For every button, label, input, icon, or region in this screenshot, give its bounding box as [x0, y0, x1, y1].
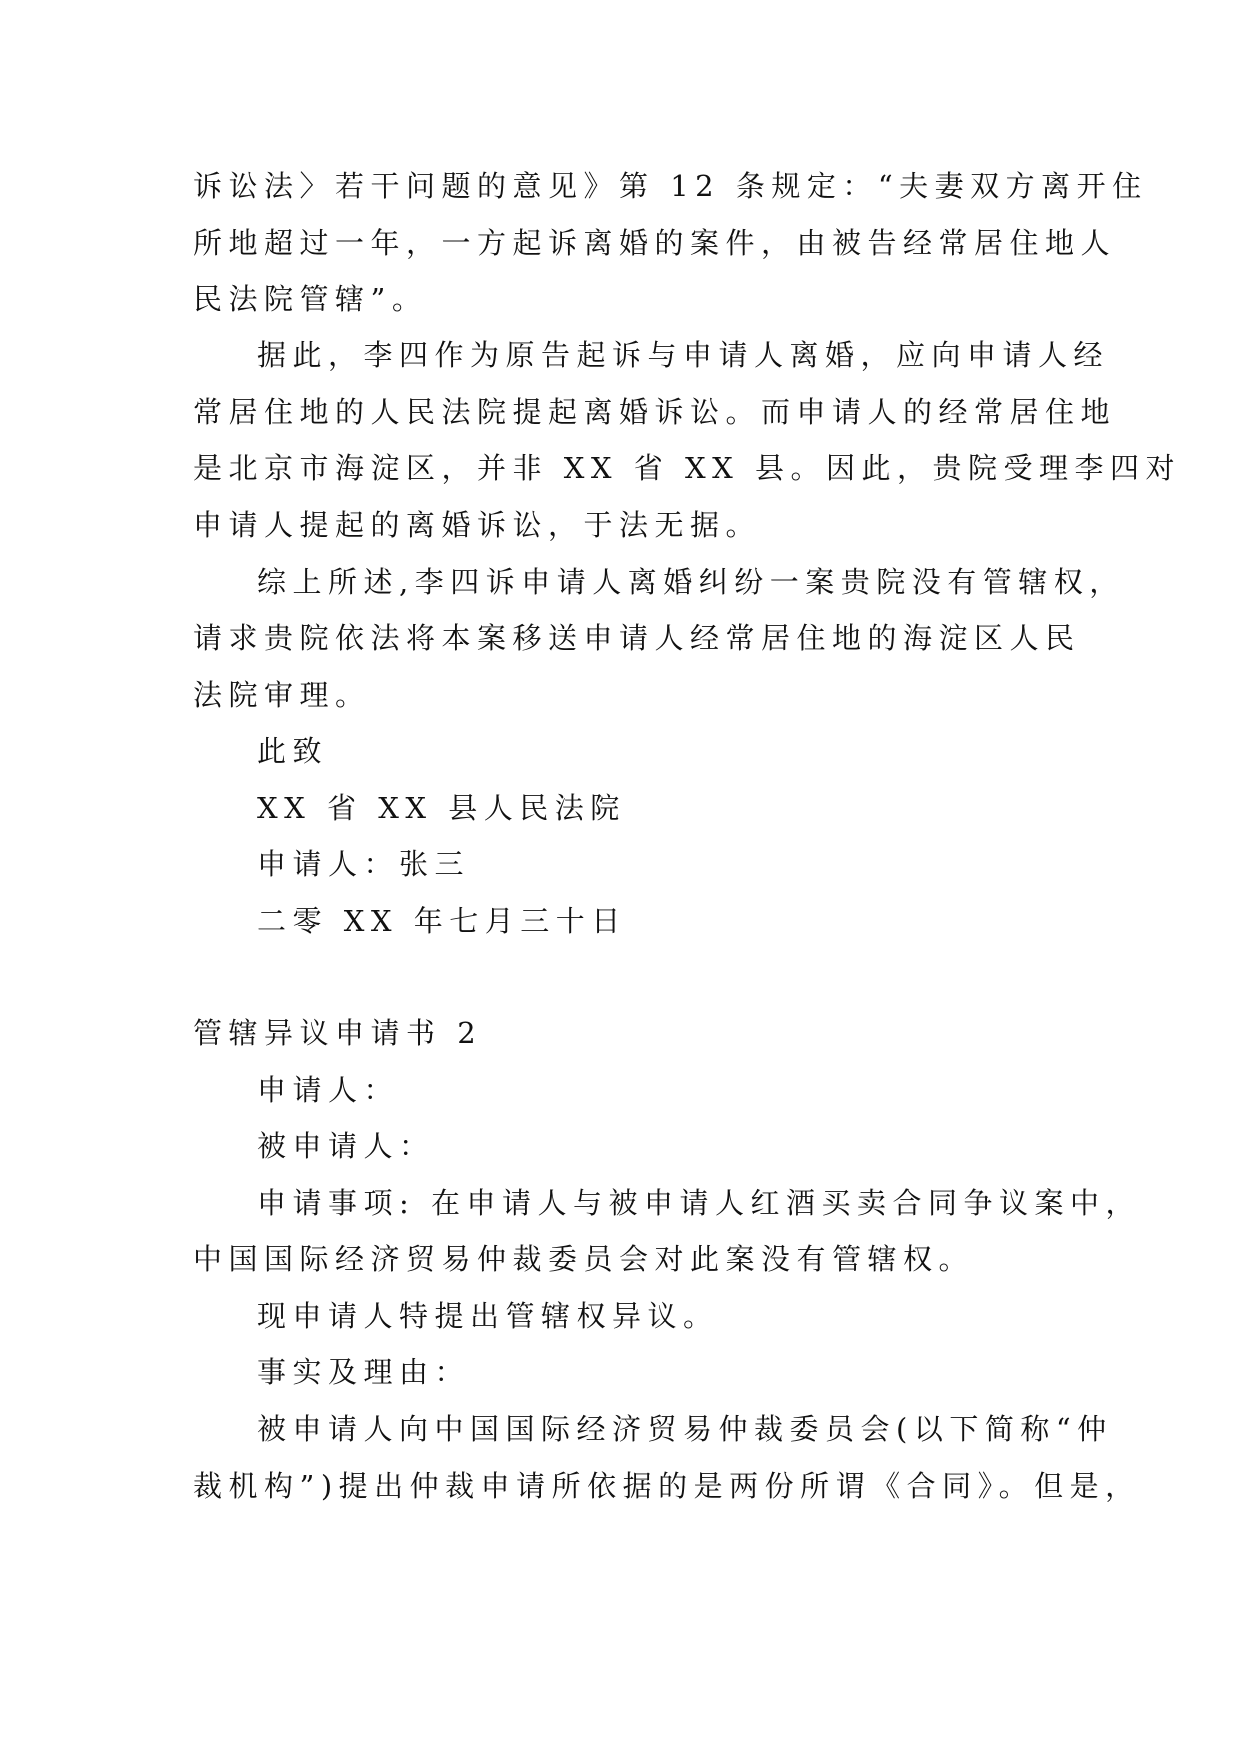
applicant-label: 申请人： [257, 1073, 400, 1107]
paragraph-3-line-1: 综上所述,李四诉申请人离婚纠纷一案贵院没有管辖权， [257, 565, 1125, 599]
paragraph-2-line-4: 申请人提起的离婚诉讼，于法无据。 [193, 508, 762, 542]
section-2-title: 管辖异议申请书 2 [193, 1016, 483, 1050]
citation-line-2: 所地超过一年，一方起诉离婚的案件，由被告经常居住地人 [193, 226, 1117, 260]
citation-line-3: 民法院管辖”。 [193, 282, 428, 316]
facts-heading: 事实及理由： [257, 1355, 471, 1389]
recipient: XX 省 XX 县人民法院 [257, 791, 626, 825]
salutation: 此致 [257, 734, 329, 768]
citation-line-1: 诉讼法〉若干问题的意见》第 12 条规定：“夫妻双方离开住 [193, 169, 1148, 203]
paragraph-2-line-1: 据此，李四作为原告起诉与申请人离婚，应向申请人经 [257, 338, 1110, 372]
paragraph-3-line-3: 法院审理。 [193, 678, 371, 712]
paragraph-2-line-2: 常居住地的人民法院提起离婚诉讼。而申请人的经常居住地 [193, 395, 1117, 429]
objection-statement: 现申请人特提出管辖权异议。 [257, 1299, 719, 1333]
facts-line-1: 被申请人向中国国际经济贸易仲裁委员会(以下简称“仲 [257, 1412, 1113, 1446]
date: 二零 XX 年七月三十日 [257, 904, 627, 938]
paragraph-3-line-2: 请求贵院依法将本案移送申请人经常居住地的海淀区人民 [193, 621, 1081, 655]
respondent-label: 被申请人： [257, 1129, 435, 1163]
signature: 申请人：张三 [257, 847, 471, 881]
matter-line-2: 中国国际经济贸易仲裁委员会对此案没有管辖权。 [193, 1242, 975, 1276]
facts-line-2: 裁机构”)提出仲裁申请所依据的是两份所谓《合同》。但是， [193, 1469, 1141, 1503]
matter-line-1: 申请事项: 在申请人与被申请人红酒买卖合同争议案中， [257, 1186, 1141, 1220]
paragraph-2-line-3: 是北京市海淀区，并非 XX 省 XX 县。因此，贵院受理李四对 [193, 451, 1181, 485]
